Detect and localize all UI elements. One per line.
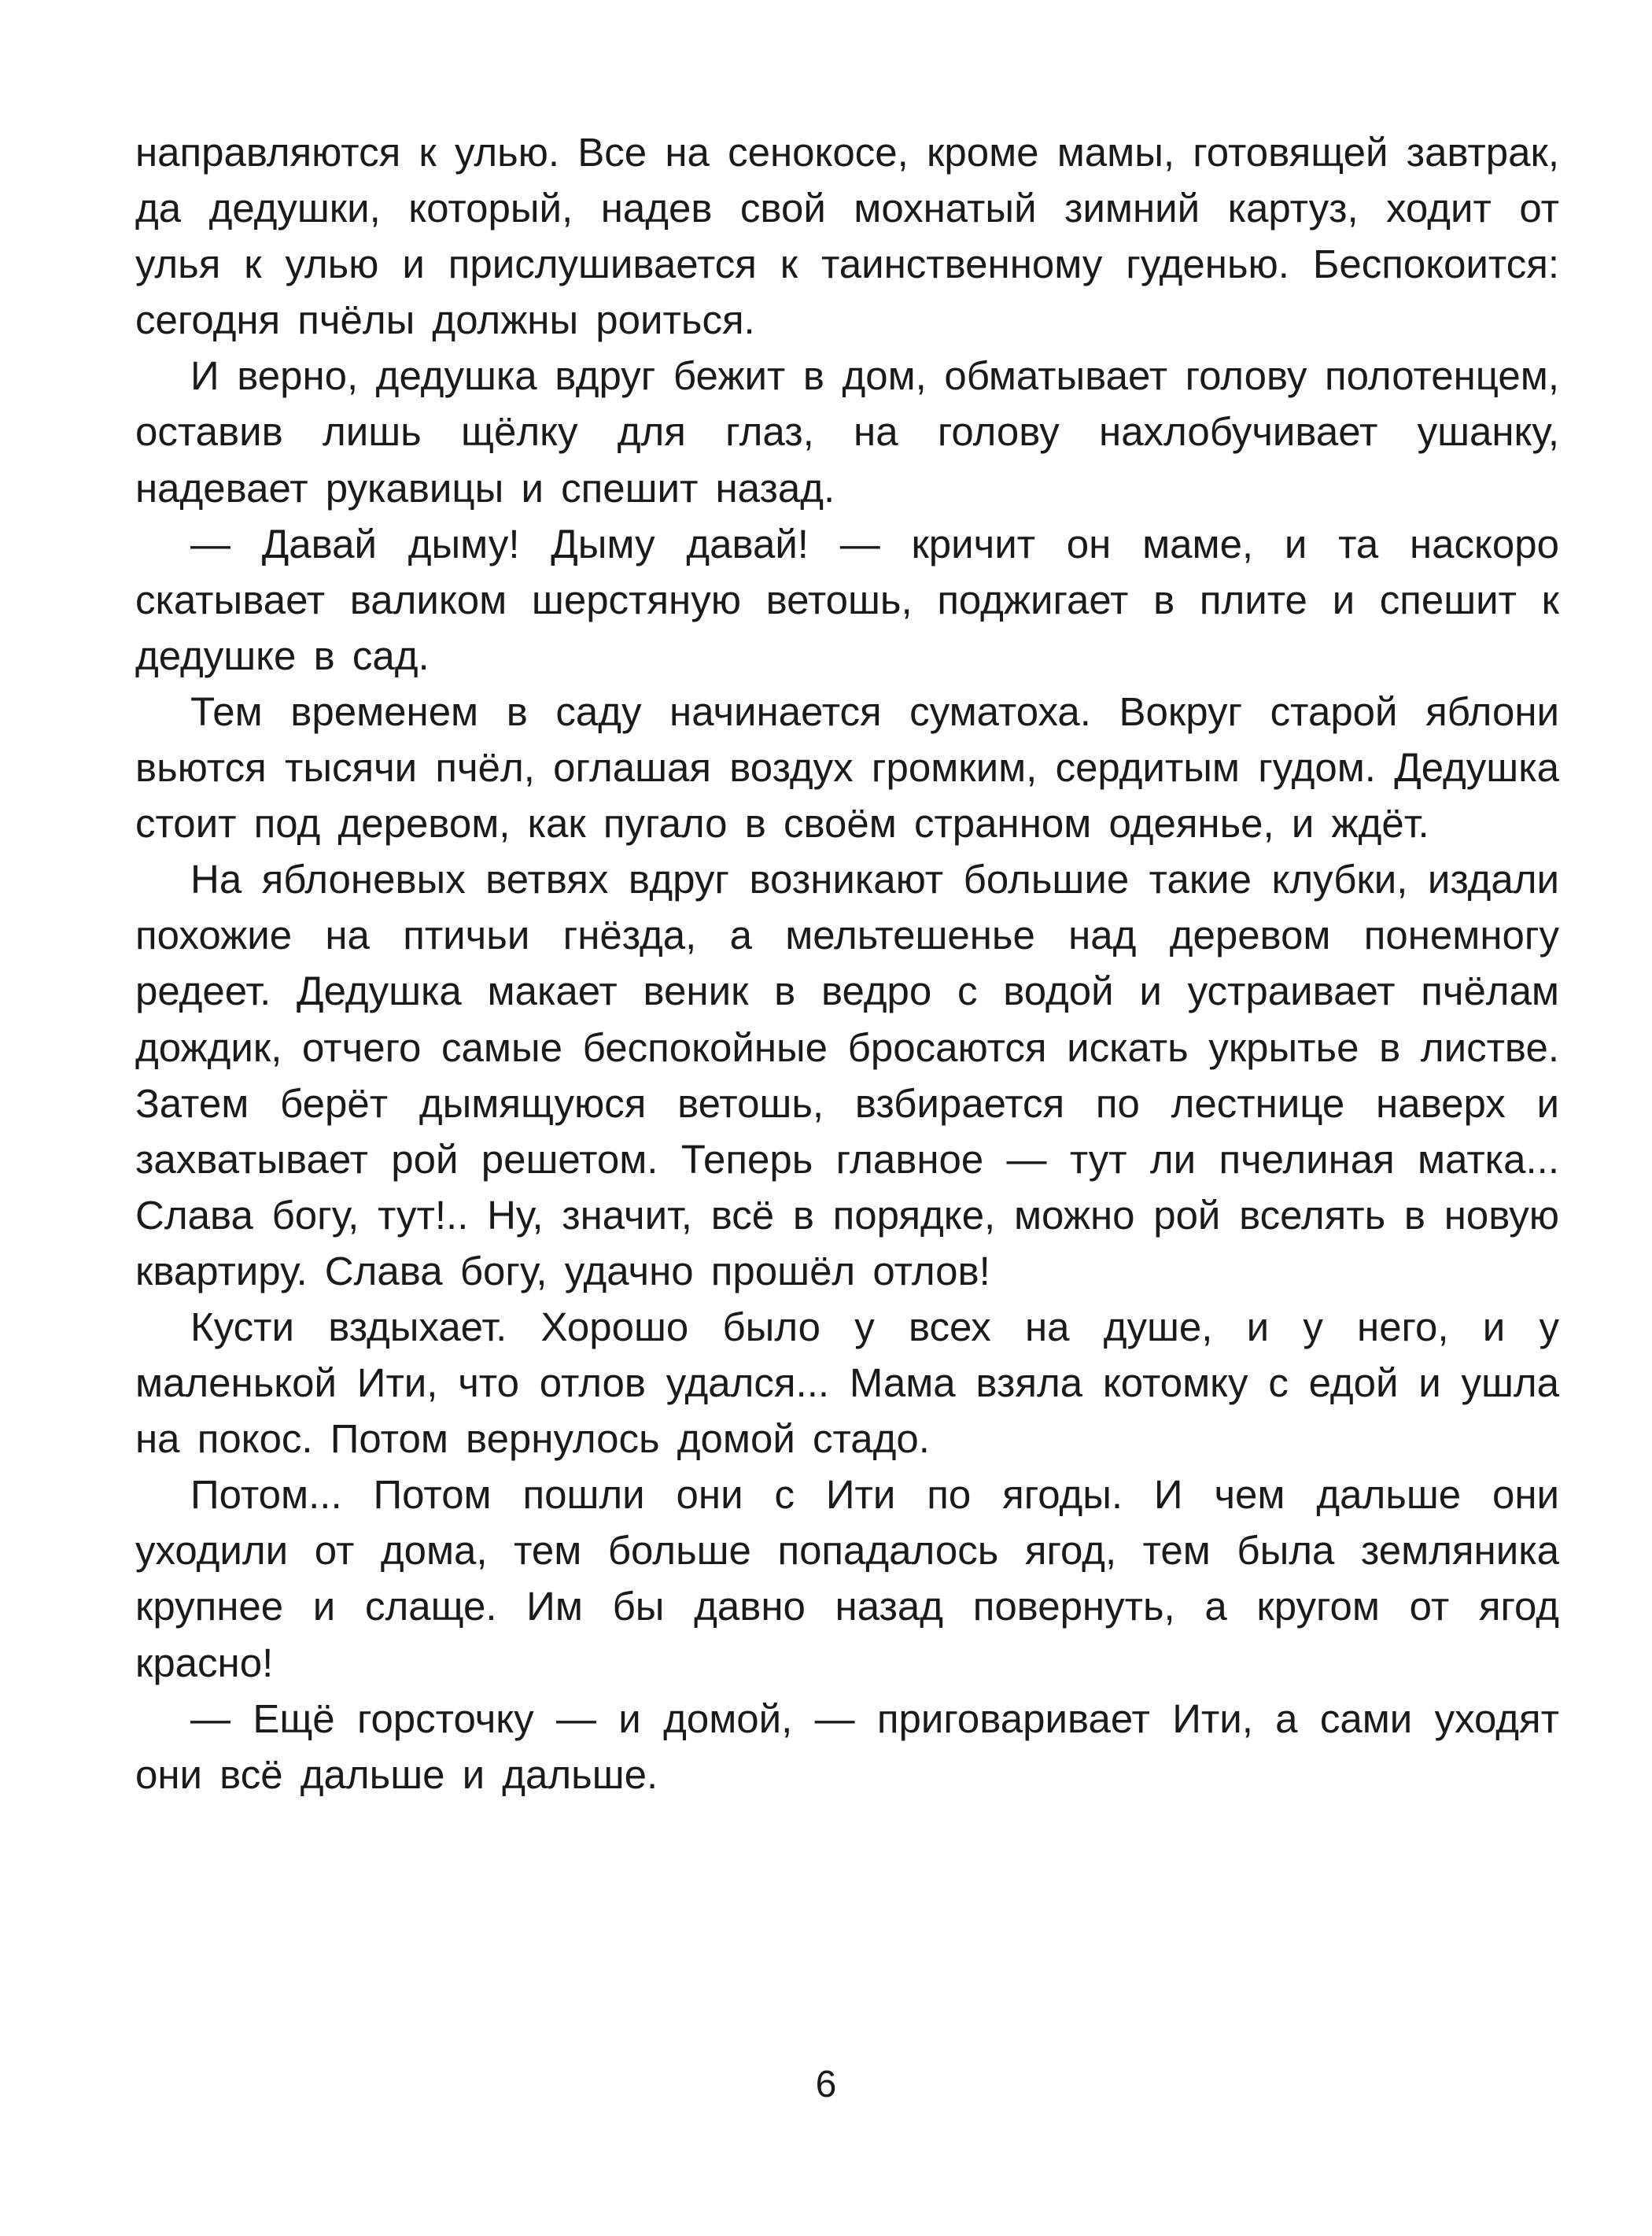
paragraph-6: Кусти вздыхает. Хорошо было у всех на душе, и у него, и у маленькой Ити, что отлов удался... Мама взяла котомку с едой и ушла на покос. Потом вернулось домой стадо. <box>135 1304 1559 1462</box>
paragraph-7: Потом... Потом пошли они с Ити по ягоды. И чем дальше они уходили от дома, тем больше попадалось ягод, тем была земляника крупнее и слаще. Им бы давно назад повернуть, а кругом от ягод красно! <box>135 1472 1559 1685</box>
paragraph-3: — Давай дыму! Дыму давай! — кричит он маме, и та наскоро скатывает валиком шерстяную ветошь, поджигает в плите и спешит к дедушке в сад. <box>135 521 1559 678</box>
paragraph-5: На яблоневых ветвях вдруг возникают большие такие клубки, издали похожие на птичьи гнёзда, а мельтешенье над деревом понемногу редеет. Дедушка макает веник в ведро с водой и устраивает пчёлам дождик, отчего самые беспокойные бросаются искать укрытье в листве. Затем берёт дымящуюся ветошь, взбирается по лестнице наверх и захватывает рой решетом. Теперь главное — тут ли пчелиная матка... Слава богу, тут!.. Ну, значит, всё в порядке, можно рой вселять в новую квартиру. Слава богу, удачно прошёл отлов! <box>135 857 1559 1293</box>
paragraph-8: — Ещё горсточку — и домой, — приговаривает Ити, а сами уходят они всё дальше и дальше. <box>135 1695 1559 1797</box>
paragraph-4: Тем временем в саду начинается суматоха. Вокруг старой яблони вьются тысячи пчёл, оглашая воздух громким, сердитым гудом. Дедушка стоит под деревом, как пугало в своём странном одеянье, и ждёт. <box>135 688 1559 847</box>
paragraph-1: направляются к улью. Все на сенокосе, кроме мамы, готовящей завтрак, да дедушки, который, надев свой мохнатый зимний картуз, ходит от улья к улью и прислушивается к таинственному гуденью. Беспокоится: сегодня пчёлы должны роиться. <box>135 130 1559 343</box>
paragraph-2: И верно, дедушка вдруг бежит в дом, обматывает голову полотенцем, оставив лишь щёлку для глаз, на голову нахлобучивает ушанку, надевает рукавицы и спешит назад. <box>135 353 1559 511</box>
page-number: 6 <box>815 2064 837 2105</box>
page-body <box>135 124 1559 1802</box>
